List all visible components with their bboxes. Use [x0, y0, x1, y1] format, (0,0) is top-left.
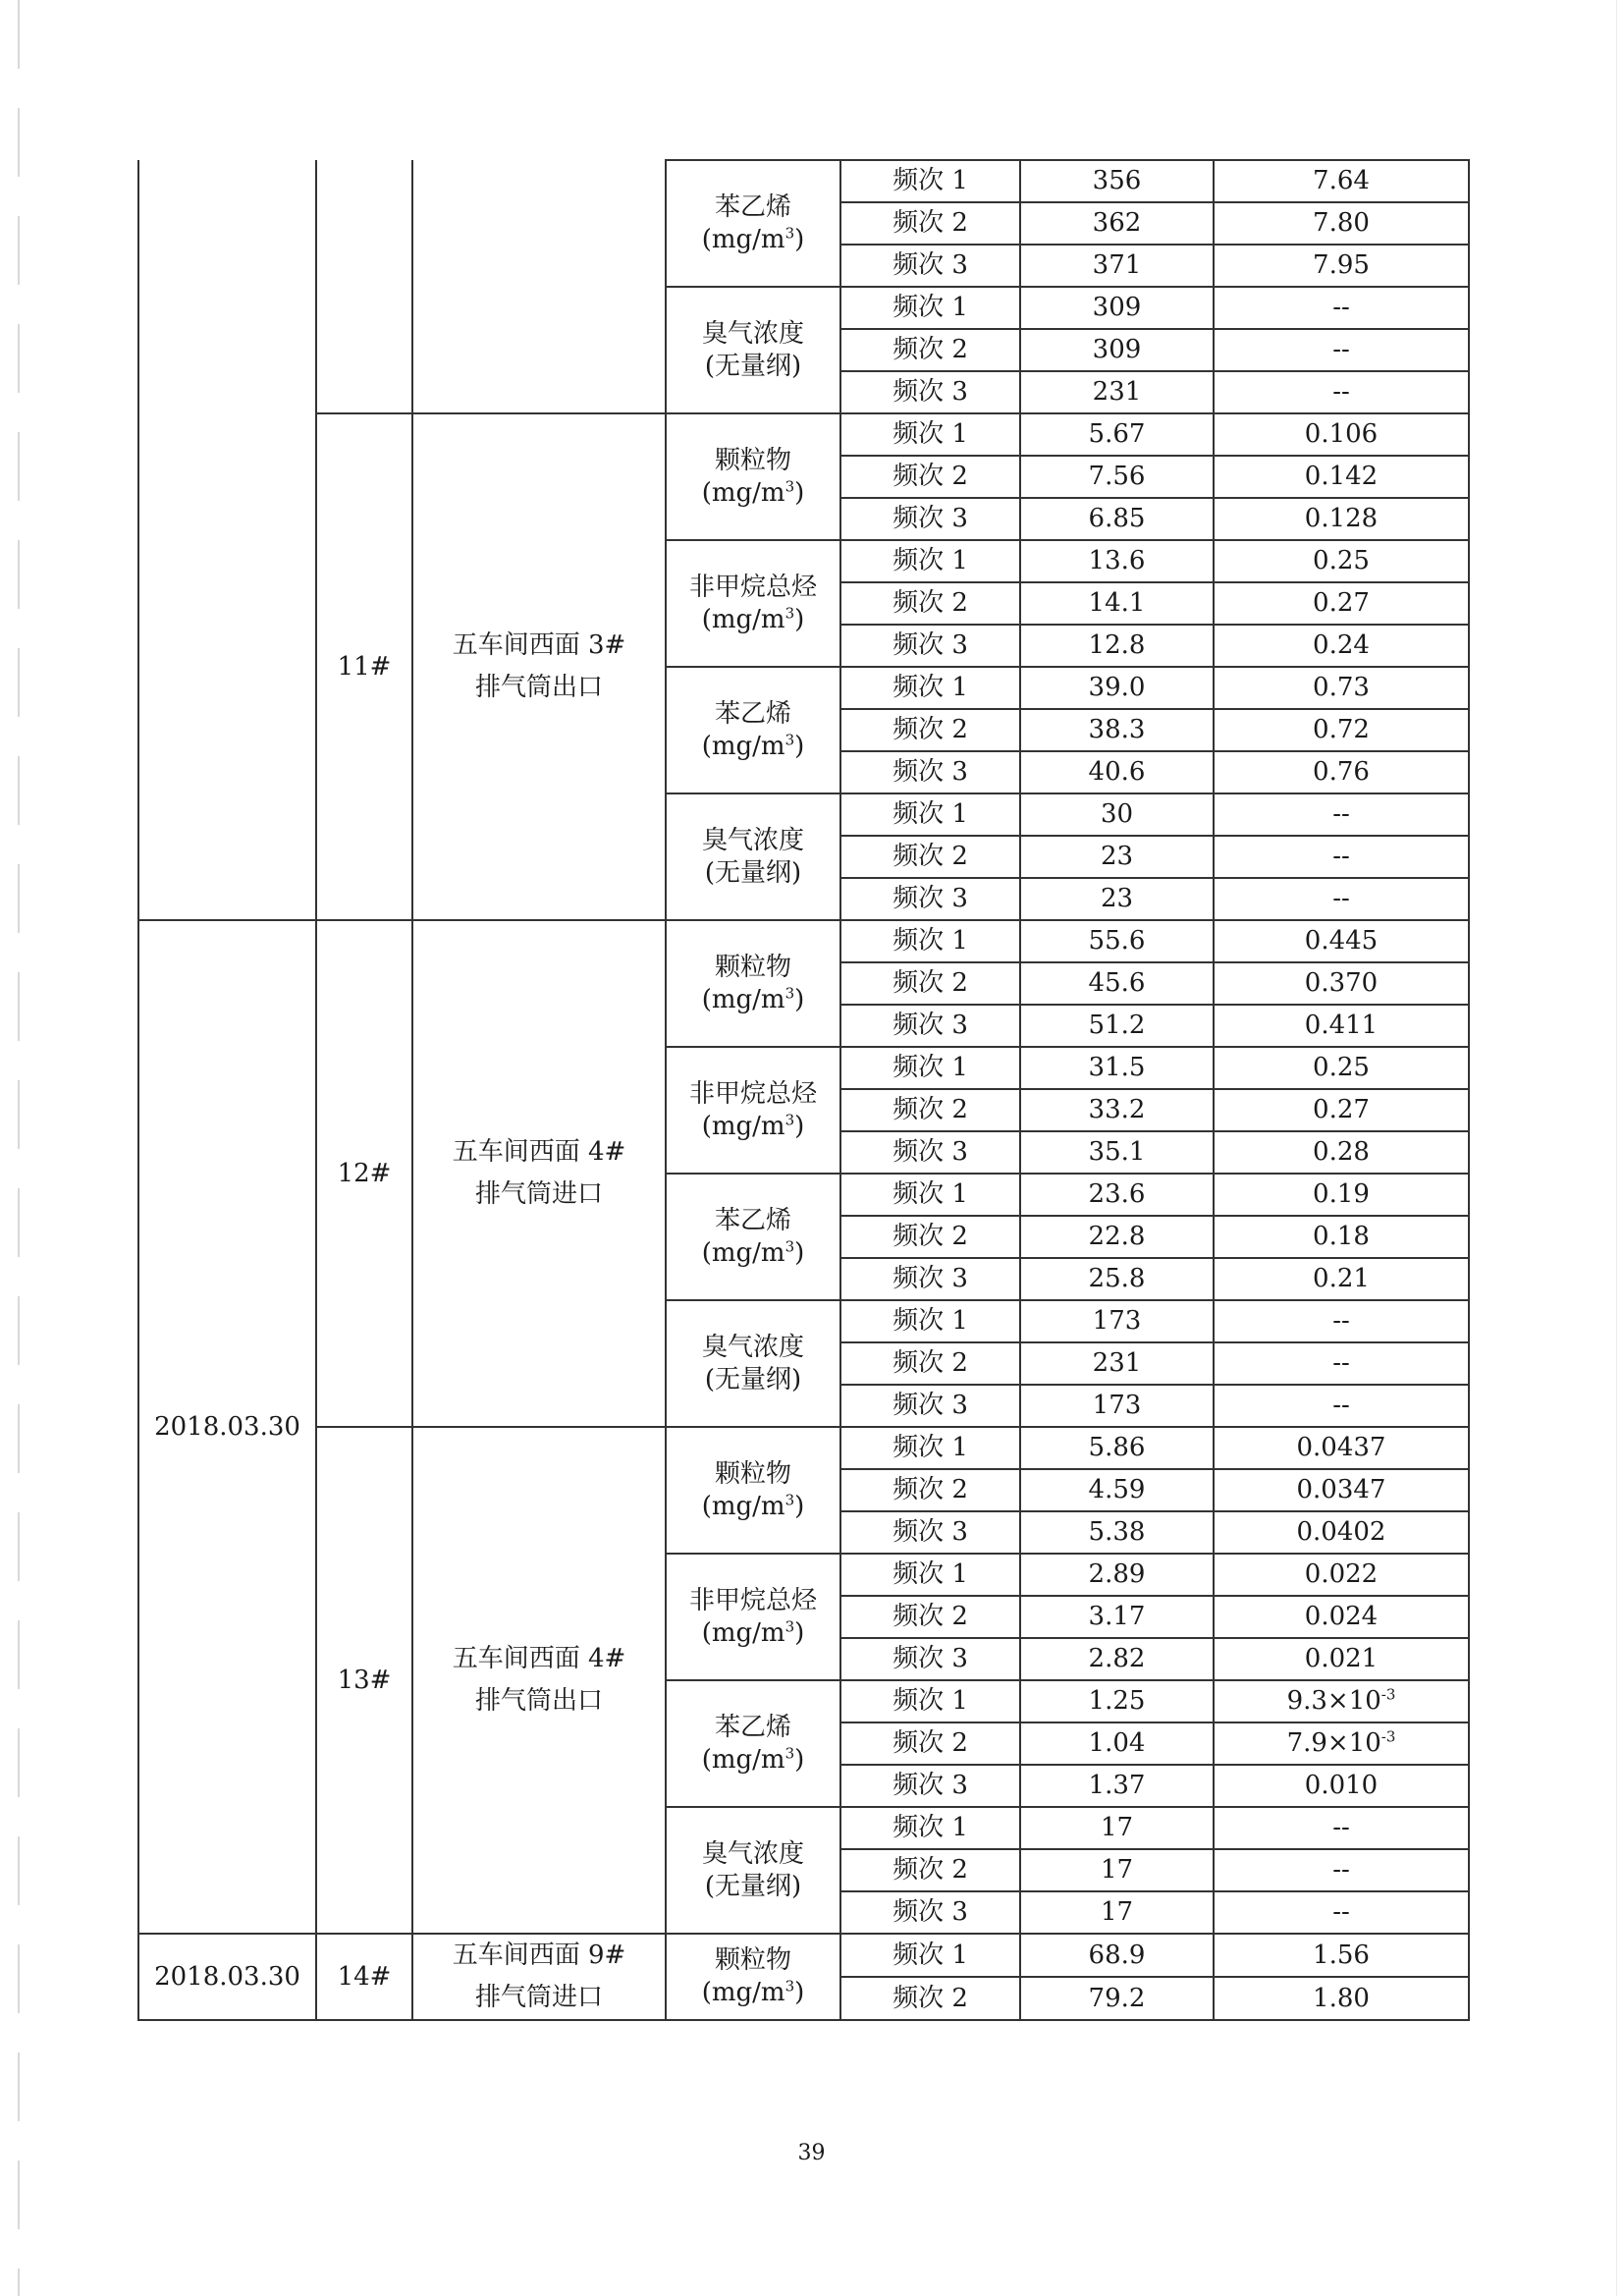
emission-rate-cell	[1214, 582, 1469, 625]
frequency-cell: 频次 1	[840, 287, 1020, 329]
location-text: 五车间西面 4#排气筒出口	[452, 1644, 626, 1716]
emission-rate-value: --	[1332, 1813, 1350, 1843]
unit-base: (mg/m	[701, 477, 785, 508]
concentration-cell: 356	[1020, 160, 1214, 202]
emission-rate-value: 0.21	[1313, 1264, 1370, 1294]
frequency-cell: 频次 2	[840, 1342, 1020, 1385]
concentration-cell: 7.56	[1020, 456, 1214, 498]
pollutant-unit	[667, 224, 839, 256]
concentration-cell: 309	[1020, 287, 1214, 329]
frequency-cell: 频次 2	[840, 709, 1020, 751]
emission-rate-value: 0.010	[1304, 1771, 1379, 1801]
pollutant-cell	[666, 413, 840, 540]
pollutant-unit	[667, 477, 839, 510]
emission-rate-value: --	[1332, 842, 1350, 872]
concentration-cell: 12.8	[1020, 625, 1214, 667]
concentration-cell: 231	[1020, 371, 1214, 413]
emission-rate-cell	[1214, 1977, 1469, 2020]
emission-rate-cell	[1214, 1765, 1469, 1807]
concentration-cell: 17	[1020, 1807, 1214, 1849]
frequency-cell: 频次 3	[840, 1258, 1020, 1300]
concentration-cell: 231	[1020, 1342, 1214, 1385]
pollutant-unit	[667, 857, 839, 890]
frequency-cell: 频次 3	[840, 1765, 1020, 1807]
concentration-cell: 5.86	[1020, 1427, 1214, 1469]
table-row	[138, 160, 1469, 202]
pollutant-name: 颗粒物	[714, 1459, 791, 1489]
emission-rate-cell	[1214, 1807, 1469, 1849]
emission-rate-value: 0.28	[1313, 1137, 1370, 1168]
pollutant-cell	[666, 1680, 840, 1807]
pollutant-unit	[667, 1977, 839, 2009]
concentration-cell: 2.82	[1020, 1638, 1214, 1680]
frequency-cell: 频次 3	[840, 751, 1020, 793]
frequency-cell: 频次 3	[840, 245, 1020, 287]
emission-rate-cell	[1214, 962, 1469, 1005]
concentration-cell: 30	[1020, 793, 1214, 836]
emission-rate-cell	[1214, 836, 1469, 878]
pollutant-unit	[667, 351, 839, 383]
concentration-cell: 2.89	[1020, 1554, 1214, 1596]
pollutant-unit	[667, 1491, 839, 1523]
unit-close: )	[794, 477, 805, 508]
pollutant-name: 臭气浓度	[701, 826, 804, 855]
emission-rate-value: 0.128	[1304, 504, 1379, 534]
emission-rate-value: --	[1332, 1348, 1350, 1379]
emission-rate-value: 0.18	[1313, 1222, 1370, 1252]
concentration-cell: 31.5	[1020, 1047, 1214, 1089]
concentration-cell: 6.85	[1020, 498, 1214, 540]
frequency-cell: 频次 2	[840, 329, 1020, 371]
emission-rate-cell	[1214, 1554, 1469, 1596]
date-cell: 2018.03.30	[138, 920, 316, 1934]
concentration-cell: 17	[1020, 1891, 1214, 1934]
unit-exponent: 3	[784, 476, 795, 495]
unit-base: (无量纲)	[704, 1364, 802, 1394]
emission-rate-cell	[1214, 1131, 1469, 1174]
table-row	[138, 1427, 1469, 1469]
frequency-cell: 频次 2	[840, 836, 1020, 878]
location-cell	[412, 920, 666, 1427]
frequency-cell: 频次 2	[840, 1469, 1020, 1511]
emission-rate-cell	[1214, 1047, 1469, 1089]
concentration-cell: 22.8	[1020, 1216, 1214, 1258]
location-text: 五车间西面 4#排气筒进口	[452, 1137, 626, 1209]
emission-rate-value: --	[1332, 377, 1350, 408]
unit-close: )	[794, 224, 805, 254]
emission-rate-cell	[1214, 1342, 1469, 1385]
frequency-cell: 频次 1	[840, 1680, 1020, 1722]
frequency-cell: 频次 3	[840, 1891, 1020, 1934]
emission-rate-value: --	[1332, 1391, 1350, 1421]
location-cell	[412, 413, 666, 920]
frequency-cell: 频次 3	[840, 371, 1020, 413]
emission-rate-exponent: -3	[1380, 1685, 1396, 1704]
concentration-cell: 39.0	[1020, 667, 1214, 709]
location-cell	[412, 1427, 666, 1934]
pollutant-unit	[667, 1871, 839, 1903]
pollutant-cell	[666, 1047, 840, 1174]
emission-rate-value: --	[1332, 1855, 1350, 1886]
unit-base: (mg/m	[701, 731, 785, 761]
unit-base: (mg/m	[701, 604, 785, 634]
frequency-cell: 频次 3	[840, 1511, 1020, 1554]
emission-rate-cell	[1214, 878, 1469, 920]
concentration-cell: 33.2	[1020, 1089, 1214, 1131]
emission-rate-value: 7.64	[1313, 166, 1370, 196]
emission-rate-value: 0.24	[1313, 630, 1370, 661]
pollutant-unit	[667, 1744, 839, 1777]
unit-base: (无量纲)	[704, 351, 802, 381]
emission-rate-cell	[1214, 1638, 1469, 1680]
frequency-cell: 频次 2	[840, 1722, 1020, 1765]
emission-rate-cell	[1214, 329, 1469, 371]
emission-rate-exponent: -3	[1380, 1727, 1396, 1746]
pollutant-name: 颗粒物	[714, 446, 791, 475]
frequency-cell: 频次 3	[840, 878, 1020, 920]
date-cell	[138, 160, 316, 920]
unit-base: (mg/m	[701, 1617, 785, 1648]
emission-rate-cell	[1214, 793, 1469, 836]
unit-base: (mg/m	[701, 1491, 785, 1521]
concentration-cell: 17	[1020, 1849, 1214, 1891]
pollutant-name: 臭气浓度	[701, 319, 804, 349]
pollutant-name: 非甲烷总烃	[688, 1586, 817, 1615]
emission-rate-value: --	[1332, 884, 1350, 914]
concentration-cell: 14.1	[1020, 582, 1214, 625]
pollutant-name: 苯乙烯	[714, 1713, 791, 1742]
pollutant-name: 颗粒物	[714, 953, 791, 982]
emission-rate-value: 0.25	[1313, 1053, 1370, 1083]
unit-base: (mg/m	[701, 984, 785, 1014]
frequency-cell: 频次 2	[840, 582, 1020, 625]
monitoring-results-table	[137, 159, 1470, 2021]
emission-rate-cell	[1214, 413, 1469, 456]
emission-rate-value: 0.76	[1313, 757, 1370, 788]
emission-rate-cell	[1214, 625, 1469, 667]
concentration-cell: 5.38	[1020, 1511, 1214, 1554]
concentration-cell: 362	[1020, 202, 1214, 245]
emission-rate-value: 0.370	[1304, 968, 1379, 999]
emission-rate-value: 0.0347	[1296, 1475, 1386, 1505]
concentration-cell: 13.6	[1020, 540, 1214, 582]
unit-base: (mg/m	[701, 1111, 785, 1141]
emission-rate-value: 1.56	[1313, 1940, 1370, 1970]
concentration-cell: 40.6	[1020, 751, 1214, 793]
emission-rate-value: 1.80	[1313, 1983, 1370, 2013]
pollutant-name: 非甲烷总烃	[688, 1079, 817, 1109]
emission-rate-value: 0.106	[1304, 419, 1379, 450]
pollutant-name: 非甲烷总烃	[688, 573, 817, 602]
unit-exponent: 3	[784, 603, 795, 622]
emission-rate-value: 0.024	[1304, 1602, 1379, 1632]
unit-exponent: 3	[784, 983, 795, 1002]
location-cell	[412, 160, 666, 413]
emission-rate-cell	[1214, 1511, 1469, 1554]
frequency-cell: 频次 1	[840, 1300, 1020, 1342]
frequency-cell: 频次 2	[840, 1089, 1020, 1131]
frequency-cell: 频次 1	[840, 160, 1020, 202]
table-row	[138, 920, 1469, 962]
emission-rate-cell	[1214, 1089, 1469, 1131]
unit-exponent: 3	[784, 1490, 795, 1508]
unit-close: )	[794, 1237, 805, 1268]
pollutant-cell	[666, 1807, 840, 1934]
concentration-cell: 45.6	[1020, 962, 1214, 1005]
emission-rate-cell	[1214, 1680, 1469, 1722]
emission-rate-value: 0.0402	[1296, 1517, 1386, 1548]
unit-close: )	[794, 1491, 805, 1521]
unit-exponent: 3	[784, 730, 795, 748]
frequency-cell: 频次 3	[840, 1005, 1020, 1047]
station-id-cell: 13#	[316, 1427, 412, 1934]
unit-close: )	[794, 984, 805, 1014]
station-id-cell: 11#	[316, 413, 412, 920]
scan-edge-left	[18, 0, 20, 2296]
unit-exponent: 3	[784, 223, 795, 242]
frequency-cell: 频次 3	[840, 1131, 1020, 1174]
pollutant-cell	[666, 1174, 840, 1300]
emission-rate-value: 7.9×10	[1286, 1728, 1381, 1759]
emission-rate-value: 0.72	[1313, 715, 1370, 745]
frequency-cell: 频次 1	[840, 1934, 1020, 1977]
concentration-cell: 3.17	[1020, 1596, 1214, 1638]
pollutant-unit	[667, 1237, 839, 1270]
concentration-cell: 38.3	[1020, 709, 1214, 751]
frequency-cell: 频次 1	[840, 1047, 1020, 1089]
frequency-cell: 频次 2	[840, 456, 1020, 498]
frequency-cell: 频次 1	[840, 1427, 1020, 1469]
unit-base: (mg/m	[701, 224, 785, 254]
emission-rate-cell	[1214, 1891, 1469, 1934]
pollutant-cell	[666, 287, 840, 413]
emission-rate-value: --	[1332, 799, 1350, 830]
frequency-cell: 频次 1	[840, 540, 1020, 582]
emission-rate-cell	[1214, 1849, 1469, 1891]
emission-rate-value: --	[1332, 335, 1350, 365]
emission-rate-cell	[1214, 245, 1469, 287]
concentration-cell: 25.8	[1020, 1258, 1214, 1300]
emission-rate-cell	[1214, 920, 1469, 962]
unit-close: )	[794, 1111, 805, 1141]
emission-rate-cell	[1214, 1300, 1469, 1342]
pollutant-cell	[666, 920, 840, 1047]
pollutant-name: 苯乙烯	[714, 1206, 791, 1235]
emission-rate-value: 0.25	[1313, 546, 1370, 576]
concentration-cell: 55.6	[1020, 920, 1214, 962]
emission-rate-cell	[1214, 1934, 1469, 1977]
pollutant-name: 臭气浓度	[701, 1839, 804, 1869]
emission-rate-cell	[1214, 1174, 1469, 1216]
pollutant-unit	[667, 1617, 839, 1650]
unit-base: (mg/m	[701, 1977, 785, 2007]
frequency-cell: 频次 3	[840, 1385, 1020, 1427]
frequency-cell: 频次 3	[840, 498, 1020, 540]
emission-rate-cell	[1214, 667, 1469, 709]
frequency-cell: 频次 1	[840, 1807, 1020, 1849]
pollutant-name: 苯乙烯	[714, 699, 791, 729]
emission-rate-value: 0.0437	[1296, 1433, 1386, 1463]
concentration-cell: 371	[1020, 245, 1214, 287]
emission-rate-value: 9.3×10	[1286, 1686, 1381, 1717]
unit-close: )	[794, 1617, 805, 1648]
unit-exponent: 3	[784, 1616, 795, 1635]
frequency-cell: 频次 1	[840, 793, 1020, 836]
unit-close: )	[794, 731, 805, 761]
scan-edge-right	[1616, 0, 1617, 2296]
table-row	[138, 1934, 1469, 1977]
pollutant-cell	[666, 667, 840, 793]
unit-exponent: 3	[784, 1743, 795, 1762]
frequency-cell: 频次 3	[840, 625, 1020, 667]
concentration-cell: 5.67	[1020, 413, 1214, 456]
frequency-cell: 频次 2	[840, 1216, 1020, 1258]
unit-base: (mg/m	[701, 1237, 785, 1268]
frequency-cell: 频次 3	[840, 1638, 1020, 1680]
pollutant-cell	[666, 540, 840, 667]
pollutant-name: 颗粒物	[714, 1945, 791, 1976]
emission-rate-value: 0.021	[1304, 1644, 1379, 1674]
emission-rate-cell	[1214, 371, 1469, 413]
unit-close: )	[794, 1744, 805, 1775]
concentration-cell: 51.2	[1020, 1005, 1214, 1047]
unit-exponent: 3	[784, 1977, 795, 1995]
concentration-cell: 1.04	[1020, 1722, 1214, 1765]
emission-rate-cell	[1214, 498, 1469, 540]
emission-rate-value: 0.27	[1313, 588, 1370, 619]
frequency-cell: 频次 2	[840, 1849, 1020, 1891]
station-id-cell: 14#	[316, 1934, 412, 2020]
pollutant-unit	[667, 984, 839, 1016]
frequency-cell: 频次 2	[840, 202, 1020, 245]
pollutant-cell	[666, 1554, 840, 1680]
emission-rate-value: 0.445	[1304, 926, 1379, 957]
emission-rate-value: 0.022	[1304, 1559, 1379, 1590]
emission-rate-value: --	[1332, 293, 1350, 323]
emission-rate-value: 0.411	[1304, 1011, 1379, 1041]
concentration-cell: 79.2	[1020, 1977, 1214, 2020]
concentration-cell: 68.9	[1020, 1934, 1214, 1977]
emission-rate-cell	[1214, 456, 1469, 498]
concentration-cell: 23	[1020, 836, 1214, 878]
frequency-cell: 频次 1	[840, 1174, 1020, 1216]
emission-rate-cell	[1214, 287, 1469, 329]
emission-rate-cell	[1214, 1427, 1469, 1469]
frequency-cell: 频次 1	[840, 667, 1020, 709]
emission-rate-cell	[1214, 1596, 1469, 1638]
unit-base: (无量纲)	[704, 857, 802, 888]
concentration-cell: 309	[1020, 329, 1214, 371]
pollutant-cell	[666, 1427, 840, 1554]
frequency-cell: 频次 1	[840, 1554, 1020, 1596]
emission-rate-value: 7.80	[1313, 208, 1370, 239]
emission-rate-value: 7.95	[1313, 250, 1370, 281]
emission-rate-cell	[1214, 1258, 1469, 1300]
frequency-cell: 频次 2	[840, 962, 1020, 1005]
emission-rate-value: --	[1332, 1306, 1350, 1337]
unit-close: )	[794, 604, 805, 634]
pollutant-unit	[667, 1364, 839, 1396]
station-id-cell: 12#	[316, 920, 412, 1427]
emission-rate-cell	[1214, 1385, 1469, 1427]
concentration-cell: 35.1	[1020, 1131, 1214, 1174]
frequency-cell: 频次 1	[840, 413, 1020, 456]
station-id-cell	[316, 160, 412, 413]
pollutant-name: 臭气浓度	[701, 1333, 804, 1362]
concentration-cell: 23.6	[1020, 1174, 1214, 1216]
concentration-cell: 23	[1020, 878, 1214, 920]
emission-rate-value: 0.73	[1313, 673, 1370, 703]
emission-rate-value: --	[1332, 1897, 1350, 1928]
frequency-cell: 频次 2	[840, 1977, 1020, 2020]
unit-exponent: 3	[784, 1110, 795, 1128]
emission-rate-value: 0.27	[1313, 1095, 1370, 1125]
date-cell: 2018.03.30	[138, 1934, 316, 2020]
unit-close: )	[794, 1977, 805, 2007]
concentration-cell: 173	[1020, 1300, 1214, 1342]
concentration-cell: 1.25	[1020, 1680, 1214, 1722]
concentration-cell: 4.59	[1020, 1469, 1214, 1511]
emission-rate-value: 0.19	[1313, 1179, 1370, 1210]
unit-base: (mg/m	[701, 1744, 785, 1775]
concentration-cell: 173	[1020, 1385, 1214, 1427]
location-text: 五车间西面 3#排气筒出口	[452, 630, 626, 702]
location-cell	[412, 1934, 666, 2020]
pollutant-unit	[667, 731, 839, 763]
emission-rate-cell	[1214, 1216, 1469, 1258]
table-row	[138, 413, 1469, 456]
emission-rate-cell	[1214, 1722, 1469, 1765]
pollutant-cell	[666, 1934, 840, 2020]
emission-rate-value: 0.142	[1304, 462, 1379, 492]
emission-rate-cell	[1214, 1005, 1469, 1047]
concentration-cell: 1.37	[1020, 1765, 1214, 1807]
pollutant-unit	[667, 604, 839, 636]
unit-base: (无量纲)	[704, 1871, 802, 1901]
pollutant-name: 苯乙烯	[714, 192, 791, 222]
emission-rate-cell	[1214, 160, 1469, 202]
pollutant-cell	[666, 1300, 840, 1427]
emission-rate-cell	[1214, 540, 1469, 582]
emission-rate-cell	[1214, 751, 1469, 793]
frequency-cell: 频次 2	[840, 1596, 1020, 1638]
page-number: 39	[797, 2141, 826, 2165]
location-text: 五车间西面 9#排气筒进口	[452, 1941, 626, 2012]
emission-rate-cell	[1214, 709, 1469, 751]
pollutant-unit	[667, 1111, 839, 1143]
pollutant-cell	[666, 160, 840, 287]
unit-exponent: 3	[784, 1236, 795, 1255]
emission-rate-cell	[1214, 202, 1469, 245]
pollutant-cell	[666, 793, 840, 920]
frequency-cell: 频次 1	[840, 920, 1020, 962]
emission-rate-cell	[1214, 1469, 1469, 1511]
